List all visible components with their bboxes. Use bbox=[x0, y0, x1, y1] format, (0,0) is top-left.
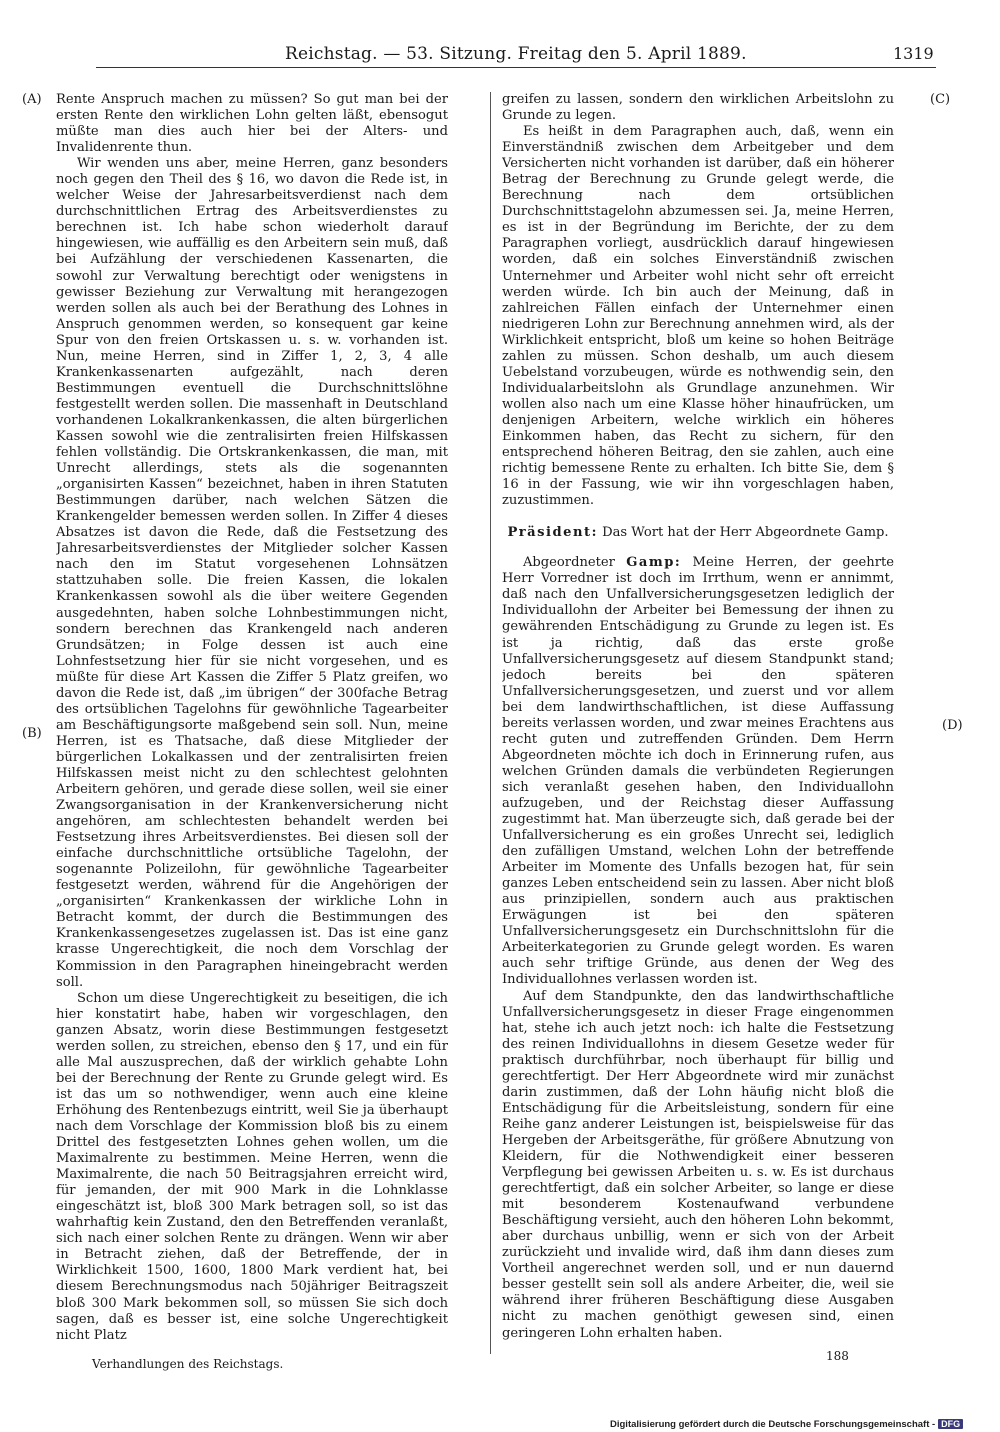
left-paragraph-1: Rente Anspruch machen zu müssen? So gut man bei der ersten Rente den wirklichen Lohn gelten läßt, ebensogut müßte man dies auch hier bei der Alters- und Invalidenrente thun. bbox=[56, 92, 448, 156]
left-paragraph-3: Schon um diese Ungerechtigkeit zu beseitigen, die ich hier konstatirt habe, haben wir vorgeschlagen, den ganzen Absatz, worin diese Bestimmungen festgesetzt werden sollen, zu streichen, ebenso den § 17, und ein für alle Mal auszusprechen, daß der wirklich gehabte Lohn bei der Berechnung der Rente zu Grunde gelegt wird. Es ist das um so nothwendiger, wenn auch eine kleine Erhöhung des Rentenbezugs eintritt, weil Sie ja überhaupt nach dem Vorschlage der Kommission bloß bis zu einem Drittel des festgesetzten Lohnes gehen wollen, um die Maximalrente zu bestimmen. Meine Herren, wenn die Maximalrente, die nach 50 Beitragsjahren erreicht wird, für jemanden, der mit 900 Mark in die Lohnklasse eingeschätzt ist, bloß 300 Mark betragen soll, so ist das wahrhaftig kein Zustand, den den Betreffenden veranlaßt, sich nach einer solchen Rente zu drängen. Wenn wir aber in Betracht ziehen, daß der Betreffende, der in Wirklichkeit 1500, 1600, 1800 Mark verdient hat, bei diesem Berechnungsmodus nach 50jähriger Beitragszeit bloß 300 Mark bekommen soll, so müssen Sie sich doch sagen, daß es besser ist, eine solche Ungerechtigkeit nicht Platz bbox=[56, 990, 448, 1343]
president-line bbox=[502, 525, 894, 541]
right-paragraph-2: Es heißt in dem Paragraphen auch, daß, wenn ein Einverständniß zwischen dem Arbeitgeber und dem Versicherten nicht vorhanden ist darüber, daß ein höherer Betrag der Berechnung zu Grunde gelegt werde, die Berechnung nach dem ortsüblichen Durchschnittstagelohn abzumessen sei. Ja, meine Herren, es ist in der Begründung im Berichte, der zu dem Paragraphen vorliegt, ausdrücklich darauf hingewiesen worden, daß ein solches Einverständniß zwischen Unternehmer und Arbeiter wohl nicht sehr oft erreicht werden würde. Ich bin auch der Meinung, daß in zahlreichen Fällen einfach der Unternehmer einen niedrigeren Lohn zur Berechnung annehmen wird, als der Wirklichkeit entspricht, bloß um keine so hohen Beiträge zahlen zu müssen. Schon deshalb, um auch diesem Uebelstand vorzubeugen, würde es nothwendig sein, den Individualarbeitslohn als Grundlage anzunehmen. Wir wollen also nach um eine Klasse höher hinaufrücken, um denjenigen Arbeitern, welche wirklich ein höheres Einkommen haben, das Recht zu sichern, für den entsprechend höheren Beitrag, den sie zahlen, auch eine richtig bemessene Rente zu erhalten. Ich bitte Sie, dem § 16 in der Fassung, wie wir ihn vorgeschlagen haben, zuzustimmen. bbox=[502, 124, 894, 509]
right-paragraph-1: greifen zu lassen, sondern den wirklichen Arbeitslohn zu Grunde zu legen. bbox=[502, 92, 894, 124]
column-divider bbox=[490, 92, 491, 1354]
footer-note: Verhandlungen des Reichstags. bbox=[92, 1357, 284, 1371]
header-page-number: 1319 bbox=[893, 44, 934, 63]
right-paragraph-after-1: Auf dem Standpunkte, den das landwirthschaftliche Unfallversicherungsgesetz in dieser Frage eingenommen hat, stehe ich auch jetzt noch: ich halte die Festsetzung des reinen Individuallohns in diesem Gesetze weder für praktisch durchführbar, noch überhaupt für billig und gerechtfertigt. Der Herr Abgeordnete wird mir zunächst darin zustimmen, daß der Lohn häufig nicht bloß die Entschädigung für die Arbeitsleistung, sondern für eine Reihe ganz anderer Leistungen ist, beispielsweise für das Hergeben der Arbeitsgeräthe, für größere Abnutzung von Kleidern, für die Nothwendigkeit einer besseren Verpflegung bei gewissen Arbeiten u. s. w. Es ist durchaus gerechtfertigt, daß ein solcher Arbeiter, so lange er diese mit besonderem Kostenaufwand verbundene Beschäftigung versieht, auch den höheren Lohn bekommt, aber durchaus unbillig, wenn er sich von der Arbeit zurückzieht und invalide wird, daß ihm dann dieses zum Vortheil angerechnet werden soll, und er nun dauernd besser gestellt sein soll als andere Arbeiter, die, weil sie während ihrer früheren Beschäftigung diese Ausgaben nicht zu machen genöthigt gewesen sind, einen geringeren Lohn erhalten haben. bbox=[502, 988, 894, 1341]
right-column bbox=[502, 92, 894, 1354]
margin-mark-c: (C) bbox=[930, 92, 951, 107]
president-text: Das Wort hat der Herr Abgeordnete Gamp. bbox=[602, 525, 889, 541]
digitization-text: Digitalisierung gefördert durch die Deutsche Forschungsgemeinschaft - bbox=[610, 1419, 936, 1430]
left-paragraph-2: Wir wenden uns aber, meine Herren, ganz besonders noch gegen den Theil des § 16, wo davon die Rede ist, in welcher Weise der Jahresarbeitsverdienst nach dem durchschnittlichen Ertrag des Arbeitsverdienstes zu berechnen ist. Ich habe schon wiederholt darauf hingewiesen, wie auffällig es den Arbeitern sein muß, daß bei Aufzählung der verschiedenen Kassenarten, die sowohl zur Verwaltung berechtigt oder wenigstens in gewisser Beziehung zur Verwaltung mit herangezogen werden sollen als auch bei der Berathung des Lohnes in Anspruch genommen werden, so konsequent gar keine Spur von den freien Ortskassen u. s. w. vorhanden ist. Nun, meine Herren, sind in Ziffer 1, 2, 3, 4 alle Krankenkassenarten aufgezählt, nach deren Bestimmungen eventuell die Durchschnittslöhne festgestellt werden sollen. Die massenhaft in Deutschland vorhandenen Lokalkrankenkassen, die alten bürgerlichen Kassen sowohl wie die zentralisirten freien Hilfskassen fehlen vollständig. Die Ortskrankenkassen, die man, mit Unrecht allerdings, stets als die sogenannten „organisirten Kassen“ bezeichnet, haben in ihren Statuten Bestimmungen darüber, nach welchen Sätzen die Krankengelder bemessen werden sollen. In Ziffer 4 dieses Absatzes ist davon die Rede, daß die Festsetzung des Jahresarbeitsverdienstes der Mitglieder solcher Kassen nach den im Statut vorgesehenen Lohnsätzen stattzuhaben solle. Die freien Kassen, die lokalen Krankenkassen sowohl als die über weitere Gegenden ausgedehnten, haben solche Lohnbestimmungen nicht, sondern berechnen das Krankengeld nach anderen Grundsätzen; in Folge dessen ist auch eine Lohnfestsetzung hier für sie nicht vorgesehen, und es müßte für diese Art Kassen die Ziffer 5 Platz greifen, wo davon die Rede ist, daß „im übrigen“ der 300fache Betrag des ortsüblichen Tagelohns für gewöhnliche Tagearbeiter am Beschäftigungsorte maßgebend sein soll. Nun, meine Herren, ist es Thatsache, daß diese Mitglieder der bürgerlichen Lokalkassen und der zentralisirten freien Hilfskassen meist nicht zu den schlechtest gelohnten Arbeitern gehören, und gerade diese sollen, weil sie einer Zwangsorganisation in der Krankenversicherung nicht angehören, am schlechtesten behandelt werden bei Festsetzung ihres Arbeitsverdienstes. Bei diesen soll der einfache durchschnittliche ortsübliche Tagelohn, der sogenannte Polizeilohn, für gewöhnliche Tagearbeiter festgesetzt werden, während für die Angehörigen der „organisirten“ Krankenkassen der wirkliche Lohn in Betracht kommt, der durch die Bestimmungen des Krankenkassengesetzes zugelassen ist. Das ist eine ganz krasse Ungerechtigkeit, die noch dem Vorschlag der Kommission in den Paragraphen hineingebracht werden soll. bbox=[56, 156, 448, 990]
margin-mark-d: (D) bbox=[942, 718, 963, 733]
margin-mark-b: (B) bbox=[22, 726, 42, 741]
digitization-credit bbox=[610, 1419, 1000, 1432]
margin-mark-a: (A) bbox=[22, 92, 42, 107]
gamp-label: Abgeordneter bbox=[522, 555, 615, 571]
left-column bbox=[56, 92, 448, 1354]
dfg-logo-icon: DFG bbox=[938, 1419, 963, 1429]
header-rule bbox=[96, 67, 936, 68]
footer-sheet-number: 188 bbox=[826, 1349, 849, 1363]
gamp-text: Meine Herren, der geehrte Herr Vorredner ist doch im Irrthum, wenn er annimmt, daß nach den Unfallversicherungsgesetzen lediglich der Individuallohn der Arbeiter bei Bemessung der ihnen zu gewährenden Entschädigung zu Grunde zu legen ist. Es ist ja richtig, daß das erste große Unfallversicherungsgesetz auf diesem Standpunkt stand; jedoch bereits bei den späteren Unfallversicherungsgesetzen, und zuerst und vor allem bei dem landwirthschaftlichen, ist diese Auffassung bereits verlassen worden, und zwar meines Erachtens aus recht guten und zutreffenden Gründen. Dem Herrn Abgeordneten möchte ich doch in Erinnerung rufen, aus welchen Gründen damals die verbündeten Regierungen sich veranlaßt gesehen haben, den Individuallohn aufzugeben, und der Reichstag dieser Auffassung zugestimmt hat. Man überzeugte sich, daß gerade bei der Unfallversicherung es ein großes Unrecht sei, lediglich den zufälligen Umstand, welchen Lohn der betreffende Arbeiter im Momente des Unfalls bezogen hat, für sein ganzes Leben entscheidend sein zu lassen. Aber nicht bloß aus prinzipiellen, sondern auch aus praktischen Erwägungen ist bei den späteren Unfallversicherungsgesetz ein Durchschnittslohn für die Arbeiterkategorien zu Grunde gelegt worden. Es waren auch sehr triftige Gründe, aus denen der Weg des Individuallohnes verlassen worden ist. bbox=[502, 555, 894, 988]
header-title: Reichstag. — 53. Sitzung. Freitag den 5. April 1889. bbox=[285, 44, 747, 64]
president-label: Präsident: bbox=[507, 525, 598, 541]
gamp-name: Gamp: bbox=[626, 555, 682, 571]
gamp-speech-intro bbox=[502, 555, 894, 988]
